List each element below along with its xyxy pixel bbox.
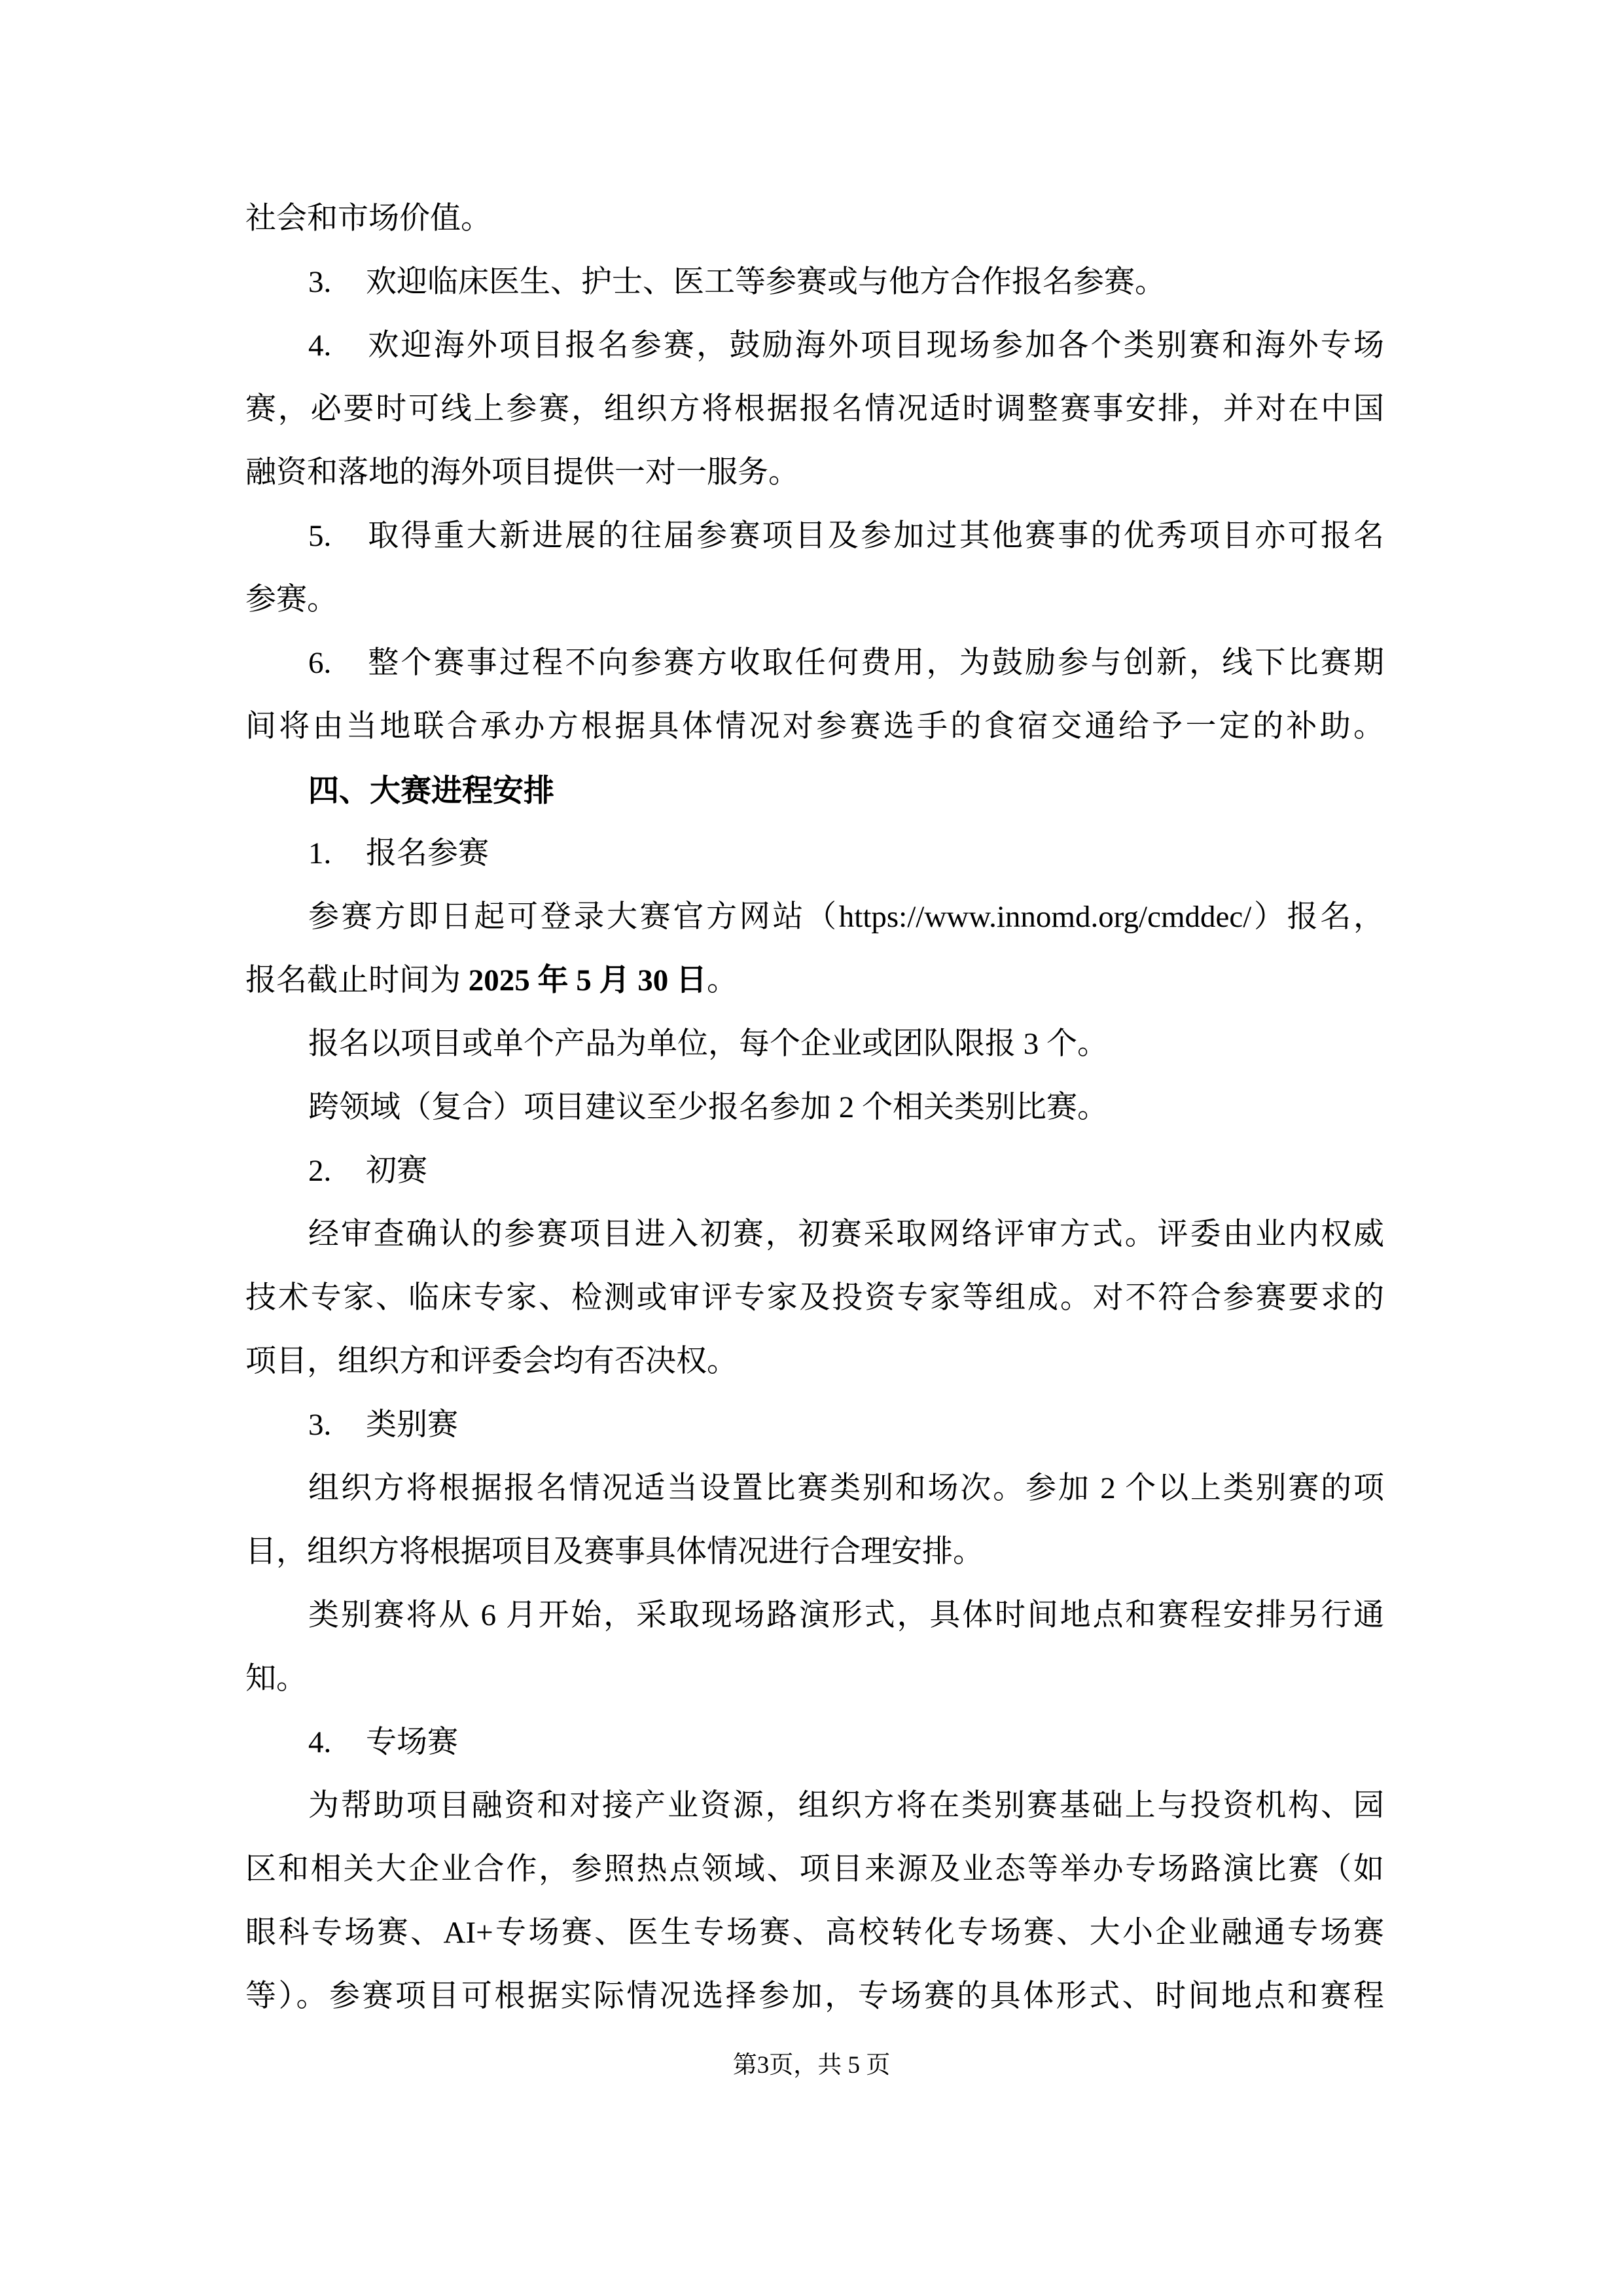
text-line bbox=[245, 1013, 1384, 1076]
text-line bbox=[245, 695, 1384, 759]
list-number: 3. bbox=[308, 1408, 332, 1442]
text-run: 取得重大新进展的往届参赛项目及参加过其他赛事的优秀项目亦可报名 bbox=[366, 519, 1384, 553]
text-run: 跨领域（复合）项目建议至少报名参加 2 个相关类别比赛。 bbox=[308, 1090, 1108, 1124]
text-run: 欢迎海外项目报名参赛，鼓励海外项目现场参加各个类别赛和海外专场 bbox=[366, 329, 1384, 363]
text-run: 参赛方即日起可登录大赛官方网站（https://www.innomd.org/cmddec/）报名， bbox=[308, 900, 1384, 934]
text-line bbox=[245, 1774, 1384, 1838]
page-number-text: 第3页，共 5 页 bbox=[732, 2052, 891, 2079]
text-line bbox=[245, 632, 1384, 695]
text-run: 类别赛 bbox=[366, 1408, 458, 1442]
text-run: 报名截止时间为 bbox=[245, 963, 469, 997]
bold-text-run: 四、大赛进程安排 bbox=[308, 773, 554, 808]
text-line bbox=[245, 822, 1384, 886]
list-number: 1. bbox=[308, 836, 332, 870]
list-number: 6. bbox=[308, 646, 332, 680]
text-run: 报名参赛 bbox=[366, 836, 489, 870]
text-run: 区和相关大企业合作，参照热点领域、项目来源及业态等举办专场路演比赛（如 bbox=[245, 1852, 1384, 1886]
text-line bbox=[245, 1901, 1384, 1965]
text-line bbox=[245, 1965, 1384, 2028]
text-run: 组织方将根据报名情况适当设置比赛类别和场次。参加 2 个以上类别赛的项 bbox=[308, 1471, 1384, 1505]
text-run: 报名以项目或单个产品为单位，每个企业或团队限报 3 个。 bbox=[308, 1027, 1108, 1061]
text-run: 等）。参赛项目可根据实际情况选择参加，专场赛的具体形式、时间地点和赛程 bbox=[245, 1979, 1384, 2013]
text-run: 专场赛 bbox=[366, 1725, 458, 1759]
list-number: 4. bbox=[308, 329, 332, 363]
text-line bbox=[245, 378, 1384, 441]
text-run: 初赛 bbox=[366, 1154, 427, 1188]
text-line bbox=[245, 1711, 1384, 1774]
text-run: 为帮助项目融资和对接产业资源，组织方将在类别赛基础上与投资机构、园 bbox=[308, 1789, 1384, 1823]
list-number: 3. bbox=[308, 265, 332, 299]
text-run: 参赛。 bbox=[245, 583, 338, 617]
text-run: 眼科专场赛、AI+专场赛、医生专场赛、高校转化专场赛、大小企业融通专场赛 bbox=[245, 1916, 1384, 1950]
text-run: 类别赛将从 6 月开始，采取现场路演形式，具体时间地点和赛程安排另行通 bbox=[308, 1598, 1384, 1632]
text-line bbox=[245, 1838, 1384, 1901]
section-heading bbox=[245, 759, 1384, 822]
list-number: 2. bbox=[308, 1154, 332, 1188]
text-line bbox=[245, 1520, 1384, 1584]
text-line bbox=[245, 1330, 1384, 1393]
text-run: 目，组织方将根据项目及赛事具体情况进行合理安排。 bbox=[245, 1535, 984, 1569]
text-run: 技术专家、临床专家、检测或审评专家及投资专家等组成。对不符合参赛要求的 bbox=[245, 1281, 1384, 1315]
page-footer bbox=[0, 2047, 1623, 2083]
list-number: 4. bbox=[308, 1725, 332, 1759]
text-line bbox=[245, 568, 1384, 632]
text-line bbox=[245, 1203, 1384, 1266]
text-run: 融资和落地的海外项目提供一对一服务。 bbox=[245, 456, 799, 490]
text-line bbox=[245, 886, 1384, 949]
text-run: 项目，组织方和评委会均有否决权。 bbox=[245, 1344, 738, 1378]
text-line bbox=[245, 187, 1384, 251]
text-line bbox=[245, 1457, 1384, 1520]
text-line bbox=[245, 1266, 1384, 1330]
text-line bbox=[245, 1139, 1384, 1203]
text-line bbox=[245, 314, 1384, 378]
text-run: 赛，必要时可线上参赛，组织方将根据报名情况适时调整赛事安排，并对在中国 bbox=[245, 392, 1384, 426]
text-line bbox=[245, 949, 1384, 1013]
text-line bbox=[245, 251, 1384, 314]
text-run: 。 bbox=[707, 963, 738, 997]
text-run: 间将由当地联合承办方根据具体情况对参赛选手的食宿交通给予一定的补助。 bbox=[245, 709, 1384, 744]
bold-text-run: 2025 年 5 月 30 日 bbox=[468, 963, 707, 997]
text-line bbox=[245, 1647, 1384, 1711]
text-line bbox=[245, 505, 1384, 568]
text-line bbox=[245, 441, 1384, 505]
text-run: 欢迎临床医生、护士、医工等参赛或与他方合作报名参赛。 bbox=[366, 265, 1166, 299]
text-run: 社会和市场价值。 bbox=[245, 202, 491, 236]
text-line bbox=[245, 1393, 1384, 1457]
list-number: 5. bbox=[308, 519, 332, 553]
text-run: 知。 bbox=[245, 1662, 307, 1696]
text-run: 经审查确认的参赛项目进入初赛，初赛采取网络评审方式。评委由业内权威 bbox=[308, 1217, 1384, 1251]
text-block bbox=[245, 187, 1384, 2028]
text-line bbox=[245, 1076, 1384, 1139]
text-run: 整个赛事过程不向参赛方收取任何费用，为鼓励参与创新，线下比赛期 bbox=[366, 646, 1384, 680]
text-line bbox=[245, 1584, 1384, 1647]
